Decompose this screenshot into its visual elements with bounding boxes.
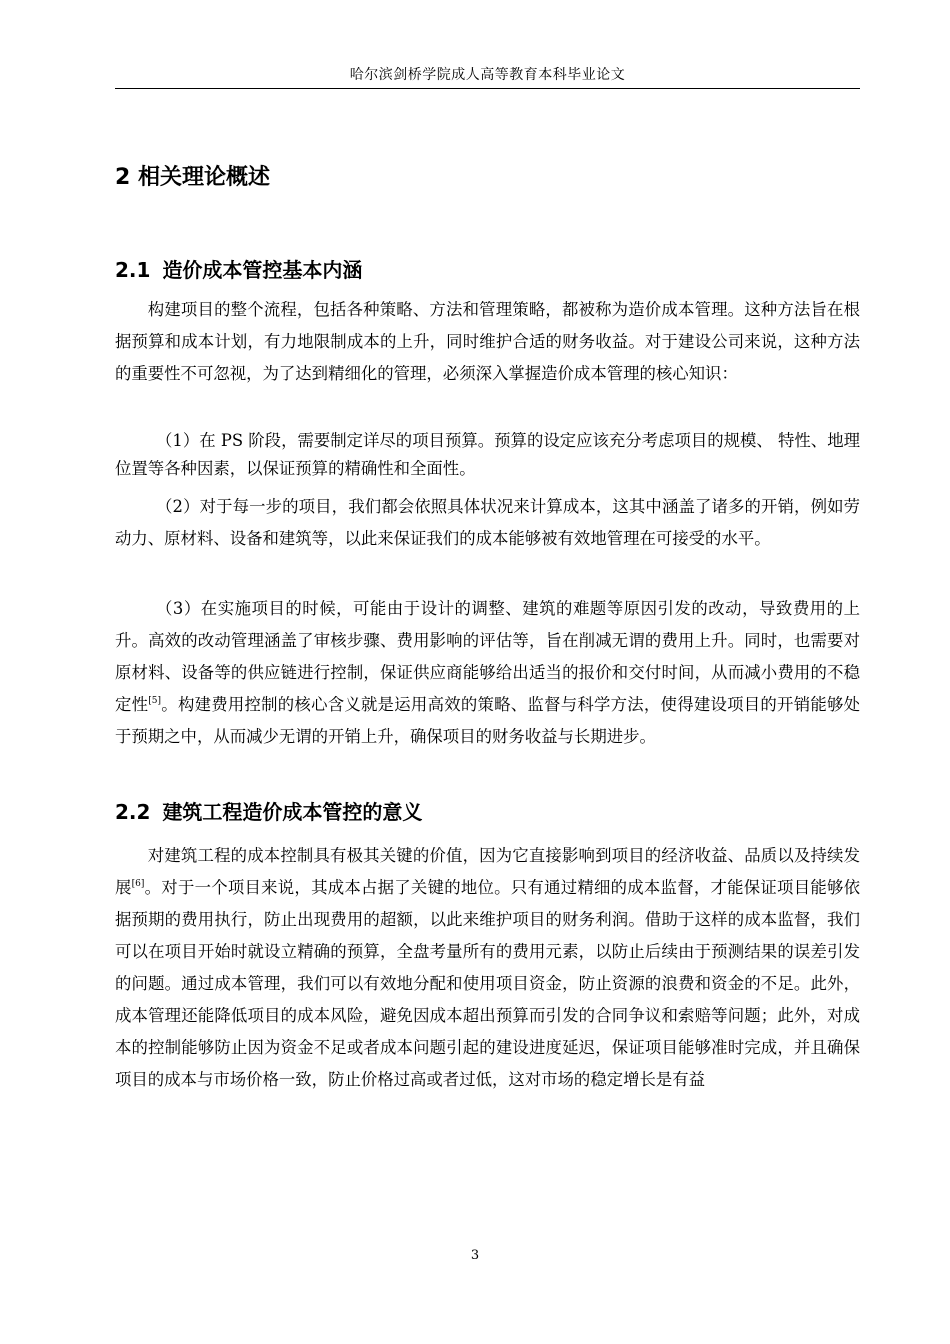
section-number: 2.1 (115, 258, 151, 282)
section-title: 建筑工程造价成本管控的意义 (162, 800, 423, 824)
page-number: 3 (470, 1248, 480, 1263)
citation-ref: [5] (148, 696, 162, 706)
paragraph-text-a: 对建筑工程的成本控制具有极其关键的价值，因为它直接影响到项目的经济收益、品质以及持续发展 (115, 846, 860, 897)
list-item-1: （1）在 PS 阶段，需要制定详尽的项目预算。预算的设定应该充分考虑项目的规模、 特性、地理位置等各种因素，以保证预算的精确性和全面性。 (115, 431, 860, 478)
paragraph-intro: 构建项目的整个流程，包括各种策略、方法和管理策略，都被称为造价成本管理。这种方法旨在根据预算和成本计划，有力地限制成本的上升，同时维护合适的财务收益。对于建设公司来说，这种方法的重要性不可忽视，为了达到精细化的管理，必须深入掌握造价成本管理的核心知识： (115, 300, 860, 383)
chapter-title: 2 相关理论概述 (115, 165, 270, 190)
paragraph-significance (115, 840, 860, 1096)
list-item-2: （2）对于每一步的项目，我们都会依照具体状况来计算成本，这其中涵盖了诸多的开销，例如劳动力、原材料、设备和建筑等，以此来保证我们的成本能够被有效地管理在可接受的水平。 (115, 497, 860, 548)
list-item-3-text-a: （3）在实施项目的时候，可能由于设计的调整、建筑的难题等原因引发的改动，导致费用的上升。高效的改动管理涵盖了审核步骤、费用影响的评估等，旨在削减无谓的费用上升。同时，也需要对原材料、设备等的供应链进行控制，保证供应商能够给出适当的报价和交付时间，从而减小费用的不稳定性 (115, 599, 860, 714)
header-rule (115, 88, 860, 89)
section-heading-2-1 (115, 254, 362, 283)
paragraph-text-b: 。对于一个项目来说，其成本占据了关键的地位。只有通过精细的成本监督，才能保证项目能够依据预期的费用执行，防止出现费用的超额，以此来维护项目的财务利润。借助于这样的成本监督，我们可以在项目开始时就设立精确的预算，全盘考量所有的费用元素，以防止后续由于预测结果的误差引发的问题。通过成本管理，我们可以有效地分配和使用项目资金，防止资源的浪费和资金的不足。此外，成本管理还能降低项目的成本风险，避免因成本超出预算而引发的合同争议和索赔等问题；此外，对成本的控制能够防止因为资金不足或者成本问题引起的建设进度延迟，保证项目能够准时完成，并且确保项目的成本与市场价格一致，防止价格过高或者过低，这对市场的稳定增长是有益 (115, 878, 861, 1089)
section-number: 2.2 (115, 800, 151, 824)
section-heading-2-2 (115, 796, 422, 825)
section-title: 造价成本管控基本内涵 (162, 258, 363, 282)
running-header: 哈尔滨剑桥学院成人高等教育本科毕业论文 (349, 67, 626, 83)
list-item-3 (115, 593, 860, 753)
list-item-3-text-b: 。构建费用控制的核心含义就是运用高效的策略、监督与科学方法，使得建设项目的开销能够处于预期之中，从而减少无谓的开销上升，确保项目的财务收益与长期进步。 (115, 695, 861, 746)
citation-ref: [6] (131, 879, 145, 889)
